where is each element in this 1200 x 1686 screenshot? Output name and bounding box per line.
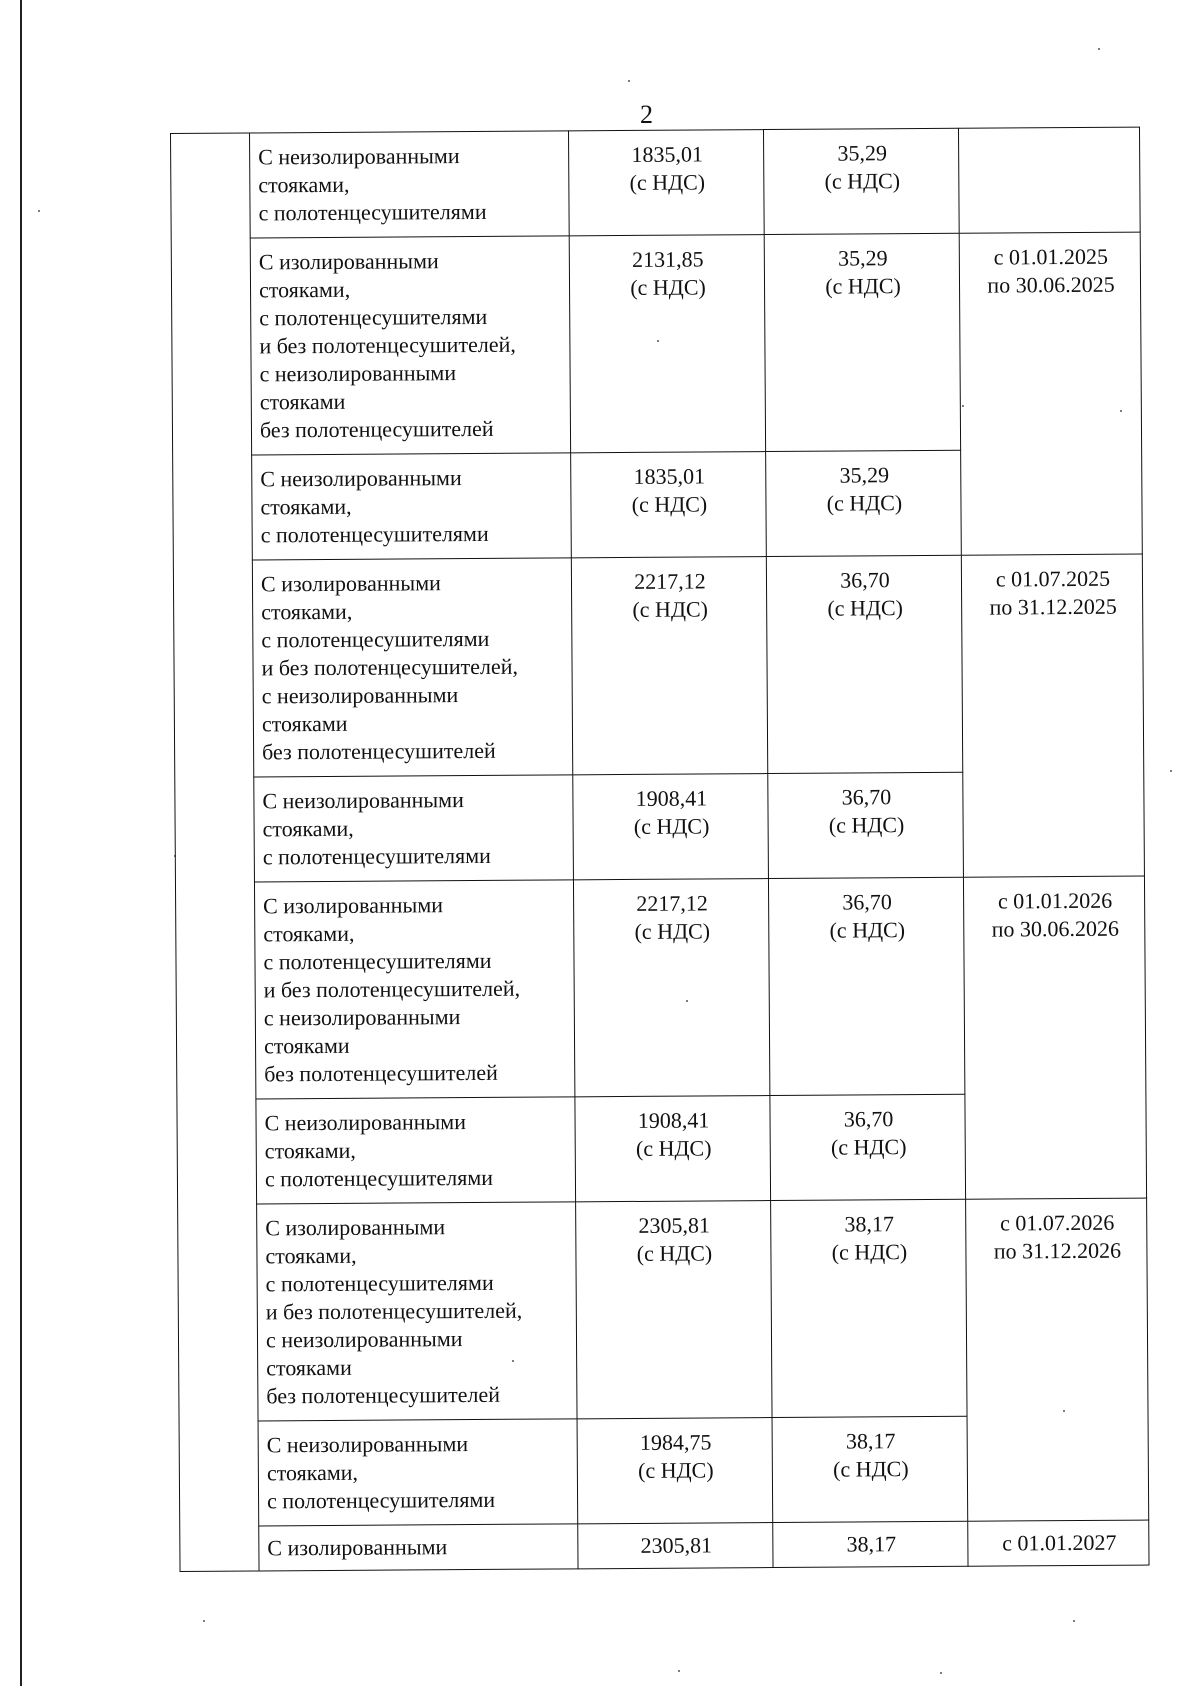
riser-type-line: с неизолированными [265, 1326, 463, 1353]
volume-value: 38,17 [846, 1531, 897, 1557]
period-from: с 01.07.2025 [995, 565, 1111, 592]
riser-type-line: стояками, [266, 1459, 359, 1486]
tariff-table [170, 127, 1150, 1572]
price-cell [571, 452, 767, 558]
volume-value: 36,70 [841, 784, 892, 810]
page-number: 2 [640, 100, 653, 129]
table-row [171, 127, 1141, 238]
table-row [175, 876, 1145, 1099]
scan-speck [678, 1670, 680, 1672]
vat-note: (с НДС) [830, 1134, 907, 1160]
vat-note: (с НДС) [634, 918, 711, 944]
period-from: с 01.01.2027 [1002, 1529, 1117, 1556]
period-to: по 31.12.2025 [989, 593, 1117, 620]
period-from: с 01.01.2025 [993, 243, 1109, 270]
price-value: 1908,41 [635, 785, 708, 811]
riser-type-line: С изолированными [258, 248, 439, 275]
price-value: 1835,01 [631, 141, 703, 167]
riser-type-line: с неизолированными [261, 682, 459, 709]
volume-value: 38,17 [845, 1428, 896, 1454]
price-cell [576, 1201, 772, 1419]
price-cell [571, 557, 767, 775]
riser-type-line: с полотенцесушителями [258, 198, 487, 226]
price-value: 1908,41 [637, 1107, 710, 1133]
price-cell [575, 1096, 771, 1202]
riser-type-line: стояками [259, 388, 346, 415]
riser-type-line: с неизолированными [259, 360, 457, 387]
volume-cell [768, 772, 964, 878]
riser-type-line: С изолированными [263, 892, 444, 919]
vat-note: (с НДС) [633, 813, 710, 839]
price-value: 2305,81 [640, 1532, 713, 1558]
riser-type-cell [252, 453, 572, 560]
price-value: 2305,81 [638, 1212, 711, 1238]
volume-cell [771, 1199, 967, 1417]
riser-type-line: С неизолированными [260, 465, 462, 492]
riser-type-line: стояками, [265, 1242, 357, 1269]
riser-type-line: С изолированными [267, 1534, 448, 1561]
volume-cell [772, 1416, 968, 1522]
table-row [180, 1520, 1149, 1571]
riser-type-cell [250, 131, 570, 238]
volume-cell [766, 450, 962, 556]
volume-cell [764, 233, 960, 451]
volume-value: 36,70 [842, 889, 892, 915]
vat-note: (с НДС) [828, 812, 905, 838]
riser-type-line: стояками, [258, 171, 350, 198]
riser-type-cell [254, 880, 574, 1099]
period-cell [961, 554, 1144, 877]
period-to: по 31.12.2026 [993, 1237, 1122, 1264]
price-value: 2217,12 [634, 568, 706, 594]
riser-type-line: стояками, [262, 815, 354, 842]
riser-type-cell [257, 1202, 577, 1421]
period-cell [966, 1198, 1149, 1521]
price-value: 2131,85 [632, 246, 704, 272]
period-cell [963, 876, 1146, 1199]
riser-type-line: и без полотенцесушителей, [265, 1297, 523, 1325]
riser-type-line: стояками, [260, 493, 352, 520]
vat-note: (с НДС) [638, 1457, 714, 1483]
price-cell [573, 879, 769, 1097]
price-cell [573, 774, 769, 880]
price-cell [578, 1523, 773, 1569]
riser-type-line: стояками, [258, 276, 351, 303]
riser-type-line: с неизолированными [263, 1004, 461, 1031]
riser-type-line: стояками, [263, 920, 355, 947]
index-column-cell [171, 133, 260, 1571]
riser-type-line: с полотенцесушителями [262, 842, 491, 870]
volume-cell [763, 128, 959, 234]
volume-cell [766, 555, 962, 773]
riser-type-line: С неизолированными [266, 1431, 469, 1458]
riser-type-line: с полотенцесушителями [259, 303, 488, 331]
riser-type-cell [254, 775, 574, 882]
riser-type-line: стояками, [261, 598, 353, 625]
period-cell [959, 232, 1142, 555]
riser-type-line: без полотенцесушителей [259, 415, 494, 443]
volume-cell [768, 877, 964, 1095]
riser-type-cell [252, 558, 572, 777]
riser-type-line: и без полотенцесушителей, [263, 975, 521, 1003]
volume-value: 38,17 [844, 1211, 895, 1237]
price-value: 1835,01 [633, 463, 706, 489]
scan-edge-line [20, 0, 22, 1686]
price-cell [568, 130, 764, 236]
vat-note: (с НДС) [825, 273, 901, 299]
volume-value: 36,70 [840, 567, 890, 593]
riser-type-line: и без полотенцесушителей, [259, 331, 516, 359]
table-row [178, 1198, 1148, 1421]
vat-note: (с НДС) [827, 595, 903, 621]
period-from: с 01.01.2026 [997, 887, 1113, 914]
period-cell [958, 127, 1140, 233]
riser-type-line: и без полотенцесушителей, [261, 653, 519, 681]
period-from: с 01.07.2026 [1000, 1209, 1115, 1236]
vat-note: (с НДС) [829, 917, 906, 943]
vat-note: (с НДС) [826, 490, 903, 516]
price-cell [577, 1418, 773, 1524]
riser-type-line: с полотенцесушителями [261, 625, 490, 653]
scan-speck [1073, 1620, 1075, 1622]
riser-type-line: С изолированными [265, 1214, 446, 1241]
scan-speck [1170, 770, 1172, 772]
riser-type-line: стояками [266, 1354, 352, 1381]
riser-type-line: стояками, [264, 1137, 356, 1164]
riser-type-line: С неизолированными [258, 143, 460, 170]
riser-type-line: с полотенцесушителями [264, 1164, 494, 1192]
table-row [173, 554, 1143, 777]
scan-speck [940, 1672, 942, 1674]
riser-type-cell [256, 1097, 576, 1204]
riser-type-line: с полотенцесушителями [260, 520, 489, 548]
volume-value: 35,29 [838, 245, 888, 271]
scan-speck [203, 1620, 205, 1622]
riser-type-line: стояками [263, 1032, 350, 1059]
vat-note: (с НДС) [831, 1239, 908, 1265]
riser-type-line: с полотенцесушителями [266, 1486, 496, 1514]
vat-note: (с НДС) [824, 168, 901, 194]
riser-type-line: С неизолированными [262, 787, 464, 814]
volume-cell [770, 1094, 966, 1200]
period-cell [968, 1520, 1149, 1566]
riser-type-line: без полотенцесушителей [262, 737, 496, 765]
price-cell [569, 235, 765, 453]
period-to: по 30.06.2025 [987, 271, 1115, 298]
riser-type-line: с полотенцесушителями [263, 947, 492, 975]
riser-type-line: стояками [261, 710, 348, 737]
scan-speck [1098, 48, 1100, 50]
volume-cell [773, 1521, 968, 1567]
riser-type-cell [250, 236, 570, 455]
riser-type-line: С неизолированными [264, 1109, 467, 1136]
volume-value: 35,29 [839, 462, 890, 488]
volume-value: 36,70 [843, 1106, 894, 1132]
vat-note: (с НДС) [833, 1456, 909, 1482]
riser-type-line: с полотенцесушителями [265, 1269, 494, 1297]
vat-note: (с НДС) [635, 1135, 712, 1161]
riser-type-cell [259, 1524, 578, 1571]
table-row [171, 232, 1141, 455]
scan-speck [38, 210, 40, 212]
price-value: 1984,75 [639, 1429, 712, 1455]
scan-speck [628, 80, 630, 82]
price-value: 2217,12 [636, 890, 708, 916]
vat-note: (с НДС) [630, 274, 706, 300]
riser-type-line: без полотенцесушителей [266, 1381, 501, 1409]
riser-type-line: без полотенцесушителей [264, 1059, 498, 1087]
riser-type-line: С изолированными [260, 570, 441, 597]
period-to: по 30.06.2026 [991, 915, 1120, 942]
vat-note: (с НДС) [636, 1240, 713, 1266]
riser-type-cell [258, 1419, 578, 1526]
vat-note: (с НДС) [629, 169, 706, 195]
vat-note: (с НДС) [632, 596, 709, 622]
vat-note: (с НДС) [631, 491, 708, 517]
volume-value: 35,29 [837, 140, 887, 166]
